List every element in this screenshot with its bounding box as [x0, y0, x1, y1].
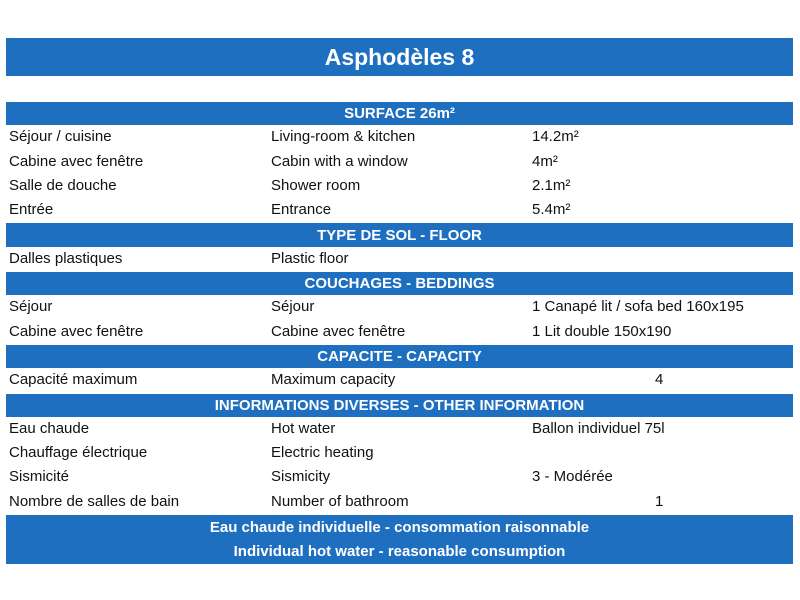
table-row [6, 490, 793, 514]
table-row [6, 174, 793, 198]
cell-en: Plastic floor [271, 249, 349, 267]
page-title: Asphodèles 8 [6, 38, 793, 76]
cell-fr: Entrée [9, 201, 54, 219]
info-table [6, 101, 793, 514]
footer-banner [6, 515, 793, 564]
cell-fr: Capacité maximum [9, 371, 138, 389]
beddings-header: COUCHAGES - BEDDINGS [6, 271, 793, 295]
cell-en: Cabin with a window [271, 152, 408, 170]
cell-value: 1 [655, 492, 664, 510]
table-row [6, 368, 793, 392]
cell-en: Living-room & kitchen [271, 128, 416, 146]
cell-en: Number of bathroom [271, 492, 409, 510]
table-row [6, 198, 793, 222]
cell-en: Maximum capacity [271, 371, 396, 389]
cell-en: Shower room [271, 176, 361, 194]
cell-fr: Cabine avec fenêtre [9, 322, 144, 340]
surface-header: SURFACE 26m² [6, 101, 793, 125]
other-header: INFORMATIONS DIVERSES - OTHER INFORMATION [6, 393, 793, 417]
cell-value: Ballon individuel 75l [532, 419, 665, 437]
cell-fr: Eau chaude [9, 419, 90, 437]
cell-fr: Séjour [9, 298, 53, 316]
table-row [6, 417, 793, 441]
cell-fr: Chauffage électrique [9, 444, 148, 462]
cell-value: 5.4m² [532, 201, 571, 219]
footer-line-en: Individual hot water - reasonable consumption [233, 542, 566, 560]
table-row [6, 150, 793, 174]
cell-value: 4m² [532, 152, 558, 170]
table-row [6, 247, 793, 271]
cell-value: 2.1m² [532, 176, 571, 194]
cell-en: Hot water [271, 419, 336, 437]
cell-value: 4 [655, 371, 664, 389]
floor-header: TYPE DE SOL - FLOOR [6, 222, 793, 246]
cell-en: Cabine avec fenêtre [271, 322, 406, 340]
cell-en: Electric heating [271, 444, 374, 462]
table-row [6, 465, 793, 489]
footer-line-fr: Eau chaude individuelle - consommation raisonnable [209, 518, 590, 536]
table-row [6, 320, 793, 344]
cell-fr: Nombre de salles de bain [9, 492, 180, 510]
table-row [6, 295, 793, 319]
cell-fr: Salle de douche [9, 176, 117, 194]
cell-fr: Sismicité [9, 468, 70, 486]
cell-value: 1 Canapé lit / sofa bed 160x195 [532, 298, 744, 316]
table-row [6, 125, 793, 149]
cell-en: Séjour [271, 298, 315, 316]
table-row [6, 441, 793, 465]
cell-fr: Séjour / cuisine [9, 128, 112, 146]
cell-value: 1 Lit double 150x190 [532, 322, 672, 340]
cell-fr: Cabine avec fenêtre [9, 152, 144, 170]
cell-value: 14.2m² [532, 128, 579, 146]
cell-en: Sismicity [271, 468, 331, 486]
cell-fr: Dalles plastiques [9, 249, 123, 267]
capacity-header: CAPACITE - CAPACITY [6, 344, 793, 368]
cell-value: 3 - Modérée [532, 468, 613, 486]
cell-en: Entrance [271, 201, 332, 219]
